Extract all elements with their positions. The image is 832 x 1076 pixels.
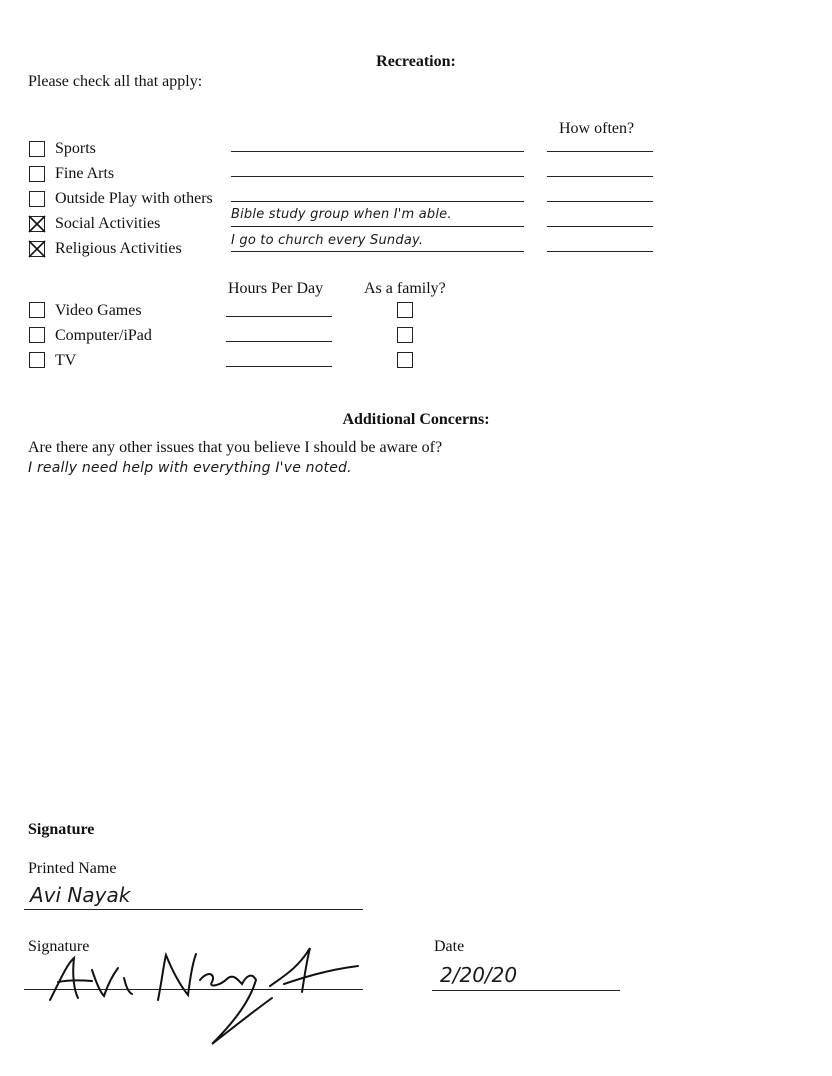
social-activities-note: Bible study group when I'm able. xyxy=(231,207,452,222)
printed-name-value: Avi Nayak xyxy=(30,883,131,907)
activity-label: Sports xyxy=(55,140,96,157)
recreation-title: Recreation: xyxy=(376,53,456,70)
activity-note-line[interactable] xyxy=(231,226,524,227)
how-often-line[interactable] xyxy=(547,226,653,227)
outside-play-checkbox[interactable] xyxy=(29,191,45,207)
concerns-answer: I really need help with everything I've noted. xyxy=(28,460,352,476)
family-checkbox[interactable] xyxy=(397,302,413,318)
social-activities-checkbox[interactable] xyxy=(29,216,45,232)
date-line[interactable] xyxy=(432,990,620,991)
hours-line[interactable] xyxy=(226,341,332,342)
how-often-line[interactable] xyxy=(547,201,653,202)
activity-label: Fine Arts xyxy=(55,165,115,182)
signature-scribble xyxy=(40,940,370,1050)
religious-activities-note: I go to church every Sunday. xyxy=(231,233,424,248)
hours-line[interactable] xyxy=(226,316,332,317)
activity-label: Outside Play with others xyxy=(55,190,213,207)
check-x-icon xyxy=(28,240,46,258)
activity-note-line[interactable] xyxy=(231,151,524,152)
concerns-title: Additional Concerns: xyxy=(342,411,490,428)
concerns-question: Are there any other issues that you believe I should be aware of? xyxy=(28,439,443,456)
printed-name-line[interactable] xyxy=(24,909,363,910)
concerns-title-wrap xyxy=(0,411,832,429)
signature-label: Signature xyxy=(28,938,90,955)
media-label: Computer/iPad xyxy=(55,327,152,344)
check-x-icon xyxy=(28,215,46,233)
activity-note-line[interactable] xyxy=(231,251,524,252)
tv-checkbox[interactable] xyxy=(29,352,45,368)
video-games-checkbox[interactable] xyxy=(29,302,45,318)
printed-name-label: Printed Name xyxy=(28,860,117,877)
media-label: TV xyxy=(55,352,77,369)
date-value: 2/20/20 xyxy=(440,963,518,987)
sports-checkbox[interactable] xyxy=(29,141,45,157)
family-checkbox[interactable] xyxy=(397,352,413,368)
activity-note-line[interactable] xyxy=(231,201,524,202)
recreation-instruction: Please check all that apply: xyxy=(28,73,203,90)
activity-note-line[interactable] xyxy=(231,176,524,177)
date-label: Date xyxy=(434,938,465,955)
activity-label: Social Activities xyxy=(55,215,161,232)
activity-label: Religious Activities xyxy=(55,240,182,257)
how-often-line[interactable] xyxy=(547,251,653,252)
signature-title: Signature xyxy=(28,821,95,838)
how-often-line[interactable] xyxy=(547,176,653,177)
hours-per-day-header: Hours Per Day xyxy=(228,280,324,297)
how-often-line[interactable] xyxy=(547,151,653,152)
as-family-header: As a family? xyxy=(364,280,446,297)
religious-activities-checkbox[interactable] xyxy=(29,241,45,257)
media-label: Video Games xyxy=(55,302,142,319)
family-checkbox[interactable] xyxy=(397,327,413,343)
fine-arts-checkbox[interactable] xyxy=(29,166,45,182)
computer-ipad-checkbox[interactable] xyxy=(29,327,45,343)
how-often-header: How often? xyxy=(559,120,635,137)
hours-line[interactable] xyxy=(226,366,332,367)
